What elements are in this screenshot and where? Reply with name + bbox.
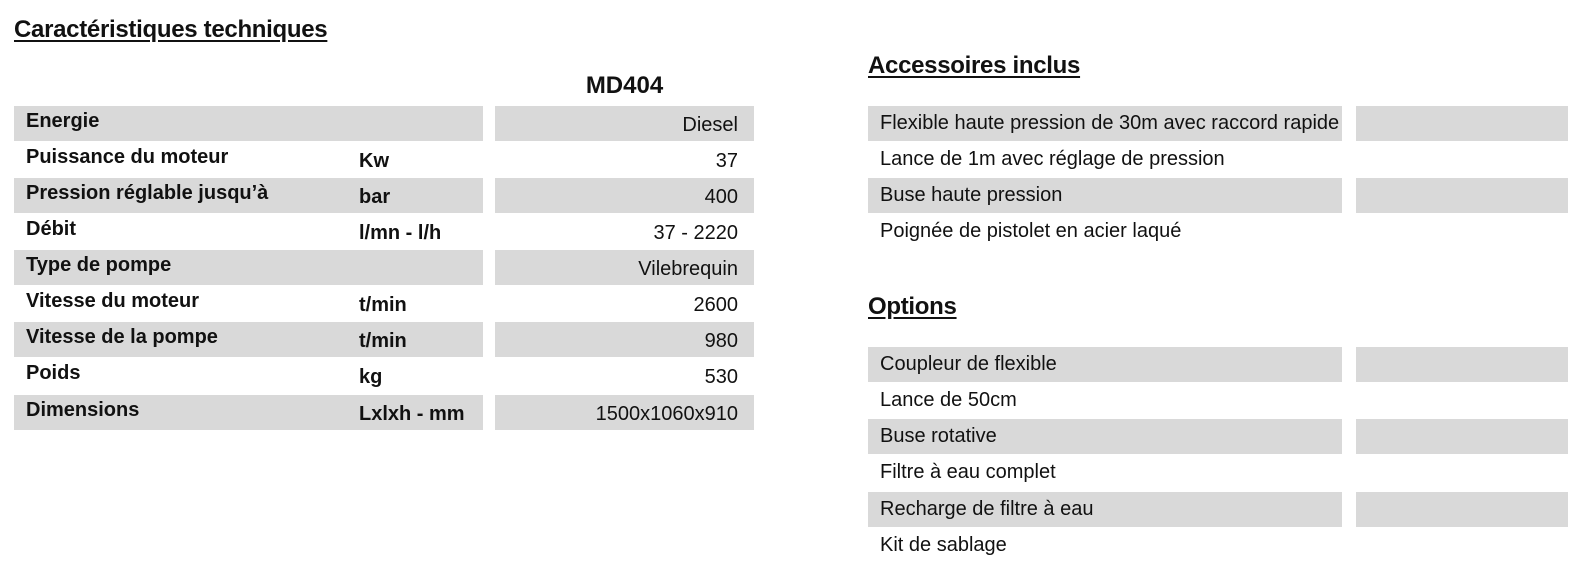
list-item	[868, 383, 1568, 418]
spec-value: 37	[715, 150, 738, 172]
spec-unit: Lxlxh - mm	[359, 403, 465, 425]
list-item	[868, 455, 1568, 490]
list-item-extra-cell	[1356, 142, 1568, 177]
spec-value-cell	[495, 178, 754, 213]
spec-label-cell	[14, 106, 483, 141]
list-item-cell	[868, 347, 1342, 382]
list-item-cell	[868, 528, 1342, 563]
spec-value: Vilebrequin	[638, 258, 738, 280]
list-item-extra-cell	[1356, 455, 1568, 490]
spec-value-cell	[495, 106, 754, 141]
spec-row-vitesse-pompe	[14, 322, 754, 357]
spec-label-cell	[14, 322, 483, 357]
spec-label: Débit	[26, 218, 76, 240]
list-item-label: Buse haute pression	[880, 184, 1063, 206]
list-item-label: Kit de sablage	[880, 534, 1007, 556]
list-item-label: Buse rotative	[880, 425, 997, 447]
list-item-cell	[868, 106, 1342, 141]
list-item-label: Coupleur de flexible	[880, 353, 1057, 375]
spec-label: Vitesse du moteur	[26, 290, 200, 312]
spec-label-cell	[14, 142, 483, 177]
list-item-extra-cell	[1356, 419, 1568, 454]
list-item	[868, 178, 1568, 213]
list-item-cell	[868, 142, 1342, 177]
spec-value: 980	[704, 330, 738, 352]
spec-label: Dimensions	[26, 399, 140, 421]
list-item	[868, 106, 1568, 141]
list-item-extra-cell	[1356, 178, 1568, 213]
list-item-cell	[868, 383, 1342, 418]
list-item	[868, 492, 1568, 527]
list-item	[868, 528, 1568, 563]
spec-label: Vitesse de la pompe	[26, 326, 218, 348]
spec-row-debit	[14, 214, 754, 249]
list-item-extra-cell	[1356, 106, 1568, 141]
spec-row-dimensions	[14, 395, 754, 430]
spec-value: 37 - 2220	[653, 222, 738, 244]
list-item-extra-cell	[1356, 347, 1568, 382]
spec-value-cell	[495, 250, 754, 285]
spec-label: Pression réglable jusqu’à	[26, 182, 269, 204]
spec-label: Puissance du moteur	[26, 146, 229, 168]
spec-unit: t/min	[359, 330, 407, 352]
list-item-label: Lance de 50cm	[880, 389, 1017, 411]
spec-value-cell	[495, 142, 754, 177]
specs-title: Caractéristiques techniques	[14, 16, 328, 43]
spec-label: Type de pompe	[26, 254, 172, 276]
list-item-cell	[868, 178, 1342, 213]
spec-row-puissance	[14, 142, 754, 177]
list-item-cell	[868, 214, 1342, 249]
list-item-extra-cell	[1356, 528, 1568, 563]
spec-label-cell	[14, 250, 483, 285]
spec-row-vitesse-moteur	[14, 286, 754, 321]
spec-value: Diesel	[682, 114, 738, 136]
spec-row-poids	[14, 358, 754, 393]
spec-value-cell	[495, 286, 754, 321]
spec-label-cell	[14, 214, 483, 249]
list-item-label: Recharge de filtre à eau	[880, 498, 1094, 520]
model-name: MD404	[585, 72, 664, 99]
list-item-label: Filtre à eau complet	[880, 461, 1056, 483]
spec-value: 2600	[693, 294, 738, 316]
spec-row-pression	[14, 178, 754, 213]
spec-value-cell	[495, 395, 754, 430]
list-item-extra-cell	[1356, 214, 1568, 249]
spec-unit: kg	[359, 366, 383, 388]
spec-unit: bar	[359, 186, 391, 208]
spec-value-cell	[495, 322, 754, 357]
list-item	[868, 142, 1568, 177]
list-item	[868, 419, 1568, 454]
spec-row-energie	[14, 106, 754, 141]
list-item	[868, 214, 1568, 249]
spec-label-cell	[14, 178, 483, 213]
list-item-label: Lance de 1m avec réglage de pression	[880, 148, 1225, 170]
spec-label: Energie	[26, 110, 100, 132]
spec-unit: Kw	[359, 150, 389, 172]
spec-value: 400	[704, 186, 738, 208]
spec-unit: t/min	[359, 294, 407, 316]
spec-unit: l/mn - l/h	[359, 222, 442, 244]
spec-label-cell	[14, 395, 483, 430]
list-item-label: Poignée de pistolet en acier laqué	[880, 220, 1182, 242]
list-item	[868, 347, 1568, 382]
options-title: Options	[868, 293, 957, 320]
accessories-title: Accessoires inclus	[868, 52, 1081, 79]
list-item-extra-cell	[1356, 492, 1568, 527]
list-item-cell	[868, 455, 1342, 490]
list-item-cell	[868, 492, 1342, 527]
spec-value: 530	[704, 366, 738, 388]
spec-value: 1500x1060x910	[595, 403, 738, 425]
spec-value-cell	[495, 358, 754, 393]
list-item-cell	[868, 419, 1342, 454]
spec-value-cell	[495, 214, 754, 249]
list-item-label: Flexible haute pression de 30m avec raccord rapide	[880, 112, 1340, 134]
list-item-extra-cell	[1356, 383, 1568, 418]
spec-label: Poids	[26, 362, 81, 384]
spec-label-cell	[14, 286, 483, 321]
spec-label-cell	[14, 358, 483, 393]
spec-row-type-pompe	[14, 250, 754, 285]
